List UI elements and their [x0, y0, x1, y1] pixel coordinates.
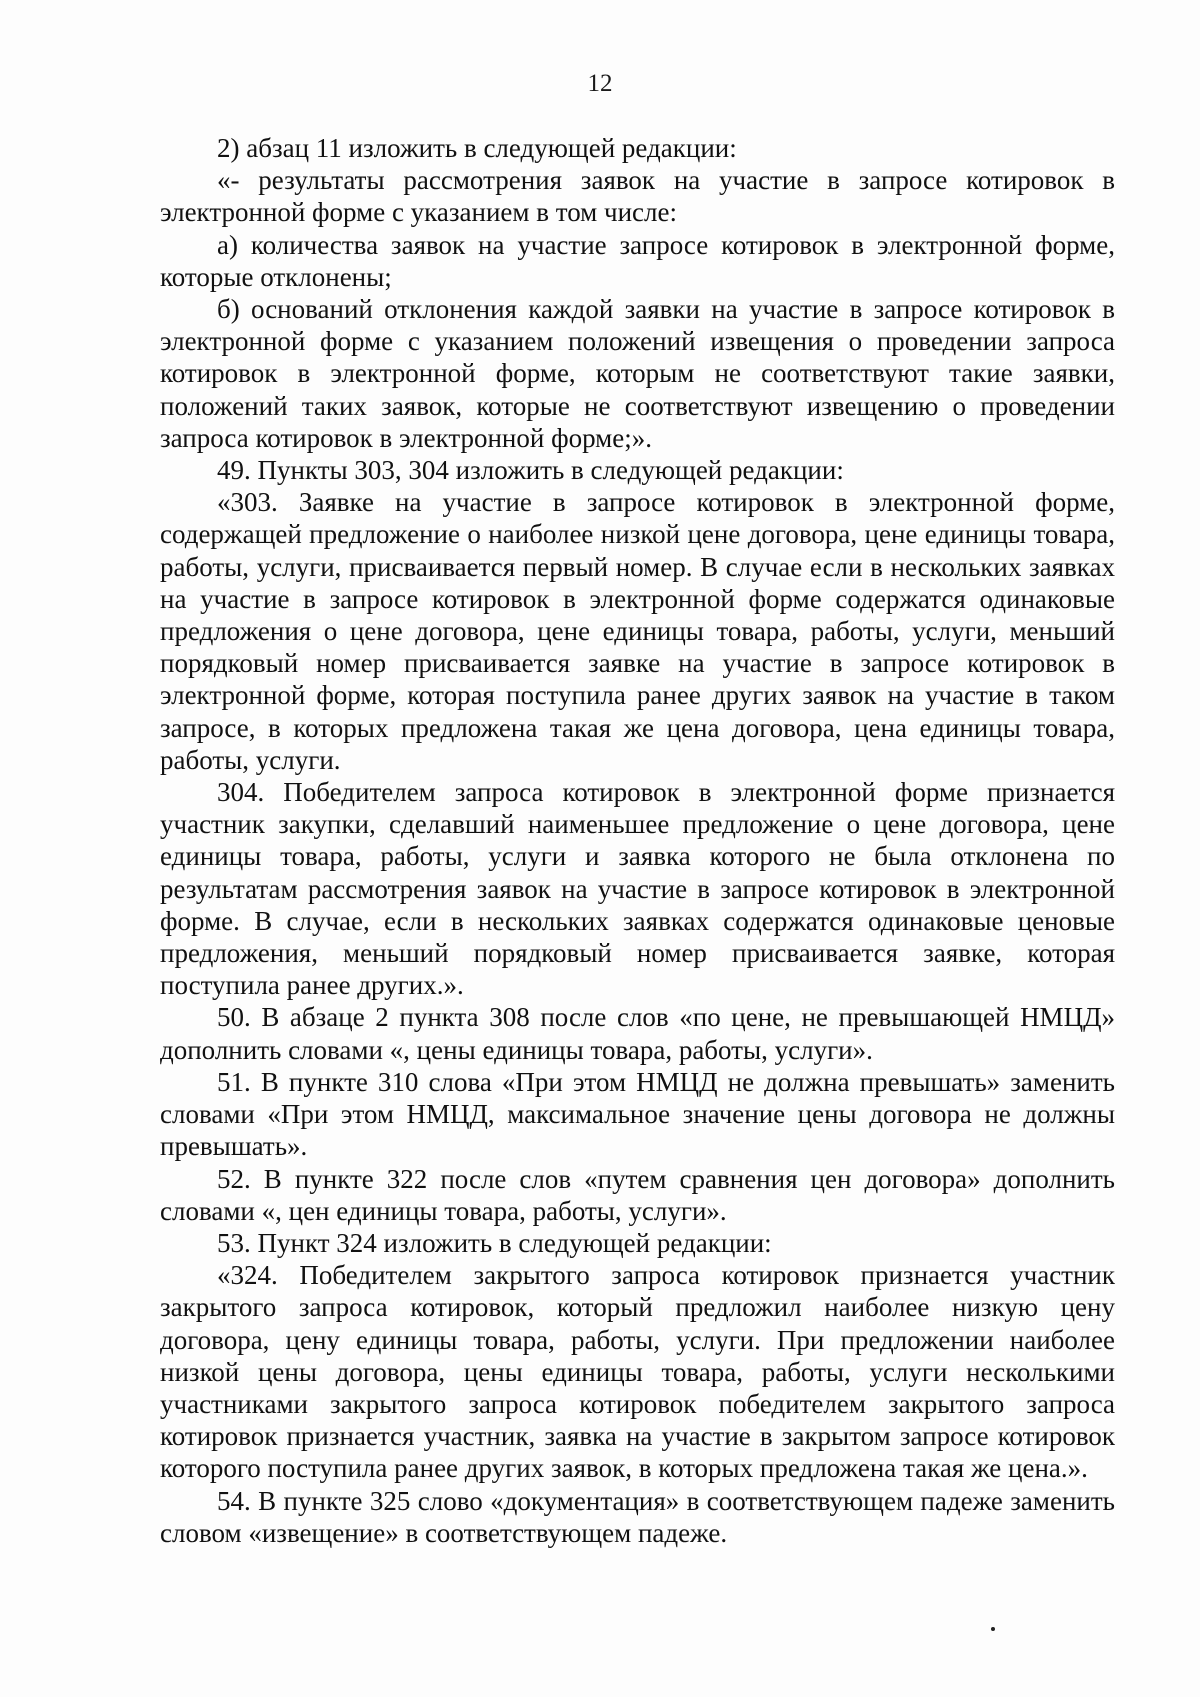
paragraph-clause-303: «303. Заявке на участие в запросе котировок в электронной форме, содержащей предложение о наиболее низкой цене договора, цене единицы товара, работы, услуги, присваивается первый номер. В случае если в нескольких заявках на участие в запросе котировок в электронной форме содержатся одинаковые предложения о цене договора, цене единицы товара, работы, услуги, меньший порядковый номер присваивается заявке на участие в запросе котировок в электронной форме, которая поступила ранее других заявок на участие в таком запросе, в которых предложена такая же цена договора, цена единицы товара, работы, услуги.: [160, 487, 1115, 775]
paragraph-item-49: 49. Пункты 303, 304 изложить в следующей редакции:: [217, 455, 844, 486]
paragraph-clause-324: «324. Победителем закрытого запроса котировок признается участник закрытого запроса котировок, который предложил наиболее низкую цену договора, цену единицы товара, работы, услуги. При предложении наиболее низкой цены договора, цены единицы товара, работы, услуги несколькими участниками закрытого запроса котировок победителем закрытого запроса котировок признается участник, заявка на участие в закрытом запросе котировок которого поступила ранее других заявок, в которых предложена такая же цена.».: [160, 1260, 1115, 1484]
paragraph-subitem-b: б) оснований отклонения каждой заявки на участие в запросе котировок в электронной форме с указанием положений извещения о проведении запроса котировок в электронной форме, которым не соответствуют такие заявки, положений таких заявок, которые не соответствуют извещению о проведении запроса котировок в электронной форме;».: [160, 294, 1115, 453]
page-number: 12: [587, 70, 613, 97]
document-body: [160, 132, 1115, 1549]
paragraph-clause-304: 304. Победителем запроса котировок в электронной форме признается участник закупки, сделавший наименьшее предложение о цене договора, цене единицы товара, работы, услуги и заявка которого не была отклонена по результатам рассмотрения заявок на участие в запросе котировок в электронной форме. В случае, если в нескольких заявках содержатся одинаковые ценовые предложения, меньший порядковый номер присваивается заявке, которая поступила ранее других.».: [160, 777, 1115, 1001]
paragraph-item-2-abzac-11: 2) абзац 11 изложить в следующей редакции:: [217, 133, 737, 163]
paragraph-subitem-a: а) количества заявок на участие запросе котировок в электронной форме, которые отклонены;: [160, 229, 1115, 292]
paragraph-item-52: 52. В пункте 322 после слов «путем сравнения цен договора» дополнить словами «, цен единицы товара, работы, услуги».: [160, 1163, 1115, 1226]
scan-dot-mark: [991, 1627, 995, 1631]
paragraph-item-51: 51. В пункте 310 слова «При этом НМЦД не должна превышать» заменить словами «При этом НМЦД, максимальное значение цены договора не должны превышать».: [160, 1066, 1115, 1162]
paragraph-quote-results: «- результаты рассмотрения заявок на участие в запросе котировок в электронной форме с указанием в том числе:: [160, 165, 1115, 228]
paragraph-item-50: 50. В абзаце 2 пункта 308 после слов «по цене, не превышающей НМЦД» дополнить словами «, цены единицы товара, работы, услуги».: [160, 1002, 1115, 1065]
paragraph-item-53: 53. Пункт 324 изложить в следующей редакции:: [217, 1227, 772, 1258]
paragraph-item-54: 54. В пункте 325 слово «документация» в соответствующем падеже заменить словом «извещение» в соответствующем падеже.: [160, 1485, 1115, 1548]
